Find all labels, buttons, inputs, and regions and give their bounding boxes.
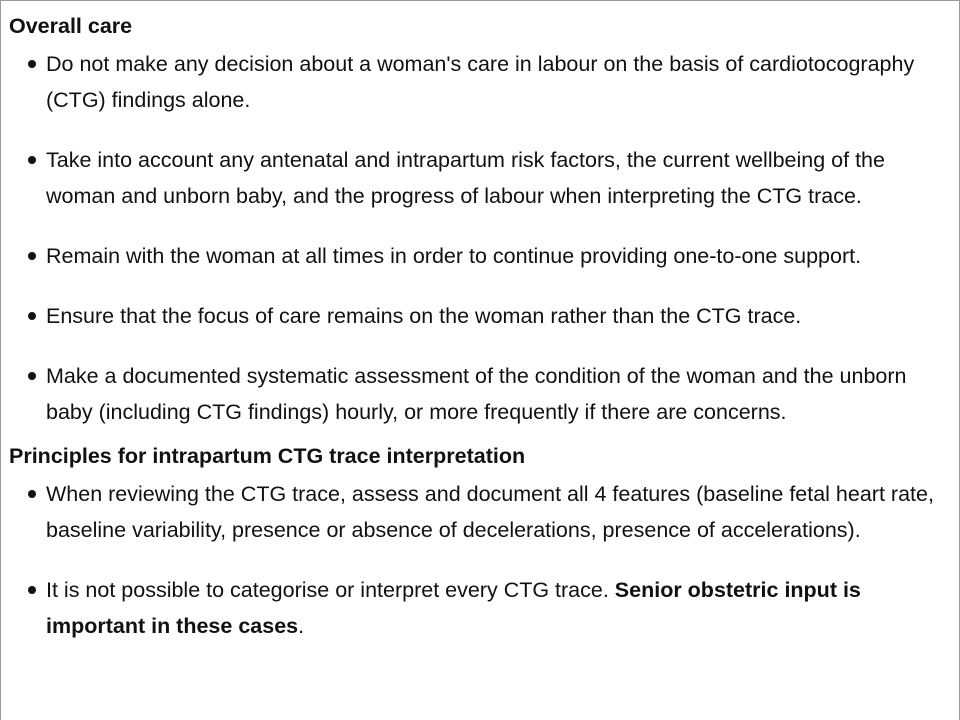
- list-item-emphasis: Senior obstetric input is important in these cases: [46, 578, 861, 638]
- list-item: [9, 142, 945, 214]
- list-item: [9, 46, 945, 118]
- list-item: [9, 298, 945, 334]
- list-item: [9, 476, 945, 548]
- bullet-icon: [28, 312, 36, 320]
- list-item: [9, 238, 945, 274]
- list-item-text: Do not make any decision about a woman's care in labour on the basis of cardiotocography (CTG) findings alone.: [46, 52, 915, 112]
- list-item-text: Ensure that the focus of care remains on the woman rather than the CTG trace.: [46, 304, 802, 328]
- list-item-text: When reviewing the CTG trace, assess and document all 4 features (baseline fetal heart rate, baseline variability, presence or absence of decelerations, presence of accelerations).: [46, 482, 934, 542]
- bullet-icon: [28, 156, 36, 164]
- list-item-tail: .: [298, 614, 305, 638]
- section-ctg-interpretation: [9, 440, 945, 644]
- list-item: [9, 572, 945, 644]
- list-item-text: Take into account any antenatal and intrapartum risk factors, the current wellbeing of the woman and unborn baby, and the progress of labour when interpreting the CTG trace.: [46, 148, 885, 208]
- bullet-icon: [28, 372, 36, 380]
- list-item-text: Remain with the woman at all times in order to continue providing one-to-one support.: [46, 244, 862, 268]
- bullet-list: [9, 46, 945, 430]
- section-heading: Overall care: [9, 14, 133, 38]
- bullet-icon: [28, 490, 36, 498]
- bullet-icon: [28, 586, 36, 594]
- section-overall-care: [9, 10, 945, 430]
- bullet-list: [9, 476, 945, 644]
- list-item-text: Make a documented systematic assessment of the condition of the woman and the unborn baby (including CTG findings) hourly, or more frequently if there are concerns.: [46, 364, 907, 424]
- list-item-text: It is not possible to categorise or interpret every CTG trace.: [46, 578, 615, 602]
- bullet-icon: [28, 60, 36, 68]
- section-heading: Principles for intrapartum CTG trace interpretation: [9, 444, 526, 468]
- list-item: [9, 358, 945, 430]
- bullet-icon: [28, 252, 36, 260]
